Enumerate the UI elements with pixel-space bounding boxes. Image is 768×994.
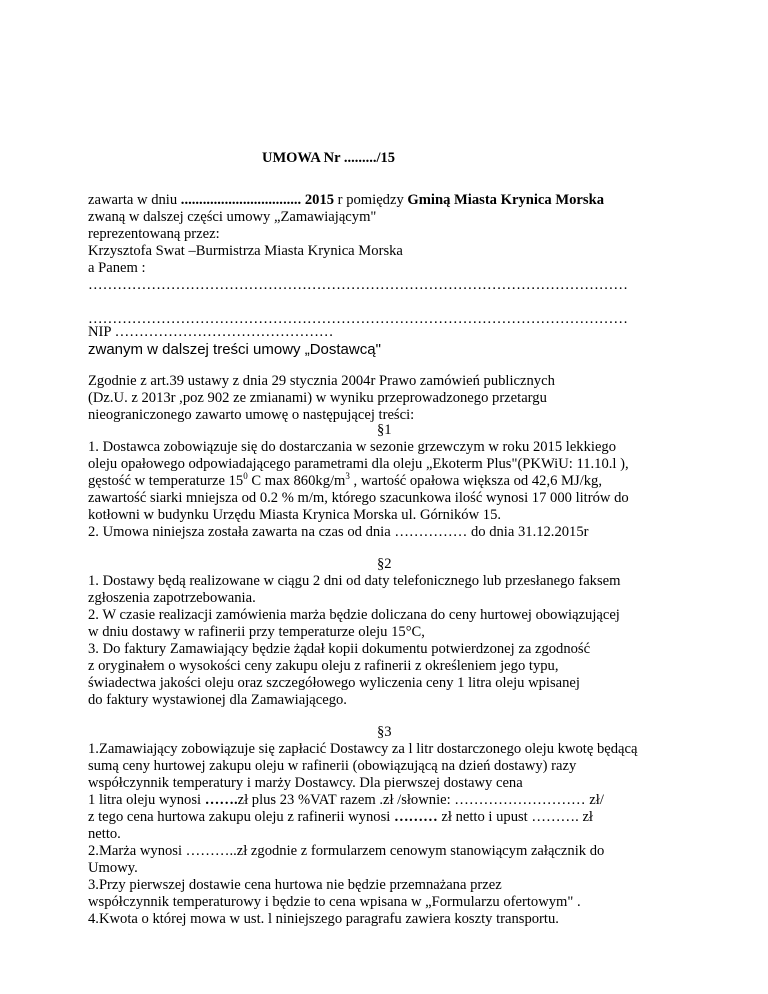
s3-line-2: sumą ceny hurtowej zakupu oleju w rafinerii (obowiązującą na dzień dostawy) razy [88,758,577,774]
section-2-heading: §2 [377,556,392,572]
s1-line-6: 2. Umowa niniejsza została zawarta na czas od dnia …………… do dnia 31.12.2015r [88,524,589,540]
s2-line-4: w dniu dostawy w rafinerii przy temperaturze oleju 15°C, [88,624,425,640]
intro-line-3: reprezentowaną przez: [88,226,220,242]
party-name: Gminą Miasta Krynica Morska [407,192,604,208]
s3-line-4: 1 litra oleju wynosi …….zł plus 23 %VAT razem .zł /słownie: ……………………… zł/ [88,792,604,808]
s2-line-8: do faktury wystawionej dla Zamawiającego. [88,692,347,708]
s1-line-3: gęstość w temperaturze $15^0$ C $\max 860kg/m^3$ , wartość opałowa większa od 42,6 MJ/kg, [88,471,603,489]
s3-line-11: 4.Kwota o której mowa w ust. l niniejszego paragrafu zawiera koszty transportu. [88,911,559,927]
preamble-line-2: (Dz.U. z 2013r ,poz 902 ze zmianami) w wyniku przeprowadzonego przetargu [88,390,547,406]
s2-line-6: z oryginałem o wysokości ceny zakupu oleju z rafinerii z określeniem jego typu, [88,658,559,674]
s2-line-3: 2. W czasie realizacji zamówienia marża będzie doliczana do ceny hurtowej obowiązującej [88,607,620,623]
section-1-heading: §1 [377,422,392,438]
contractor-line: zwanym w dalszej treści umowy „Dostawcą" [88,341,381,358]
date-placeholder: ................................. 2015 [180,192,335,208]
intro-line-5: a Panem : [88,260,146,276]
preamble-line-3: nieograniczonego zawarto umowę o następującej treści: [88,407,415,423]
nip-line: NIP ……………………………………… [88,324,334,340]
s3-line-6: netto. [88,826,121,842]
section-3-heading: §3 [377,724,392,740]
s2-line-7: świadectwa jakości oleju oraz szczegółowego wyliczenia ceny 1 litra oleju wpisanej [88,675,580,691]
s3-line-1: 1.Zamawiający zobowiązuje się zapłacić Dostawcy za l litr dostarczonego oleju kwotę będącą [88,741,638,757]
intro-line-1: zawarta w dniu ................................. 2015 r pomiędzy Gminą Miasta Krynica Morska [88,192,604,208]
s2-line-2: zgłoszenia zapotrzebowania. [88,590,256,606]
dotted-line-1: ………………………………………………………………………………………………… [88,277,628,293]
s2-line-5: 3. Do faktury Zamawiający będzie żądał kopii dokumentu potwierdzonej za zgodność [88,641,591,657]
intro-line-2: zwaną w dalszej części umowy „Zamawiającym" [88,209,377,225]
document-title: UMOWA Nr ........./15 [262,150,396,166]
s1-line-2: oleju opałowego odpowiadającego parametrami dla oleju „Ekoterm Plus"(PKWiU: 11.10.l ), [88,456,629,472]
s3-line-5: z tego cena hurtowa zakupu oleju z rafinerii wynosi ……… zł netto i upust ………. zł [88,809,593,825]
dotted-line-2: ………………………………………………………………………………………………… [88,311,628,327]
s2-line-1: 1. Dostawy będą realizowane w ciągu 2 dni od daty telefonicznego lub przesłanego faksem [88,573,621,589]
s3-line-10: współczynnik temperaturowy i będzie to cena wpisana w „Formularzu ofertowym" . [88,894,581,910]
s1-line-4: zawartość siarki mniejsza od 0.2 % m/m, którego szacunkowa ilość wynosi 17 000 litrów do [88,490,629,506]
s1-line-1: 1. Dostawca zobowiązuje się do dostarczania w sezonie grzewczym w roku 2015 lekkiego [88,439,617,455]
s1-line-5: kotłowni w budynku Urzędu Miasta Krynica Morska ul. Górników 15. [88,507,502,523]
s3-line-3: współczynnik temperatury i marży Dostawcy. Dla pierwszej dostawy cena [88,775,523,791]
s3-line-7: 2.Marża wynosi ………..zł zgodnie z formularzem cenowym stanowiącym załącznik do [88,843,605,859]
preamble-line-1: Zgodnie z art.39 ustawy z dnia 29 stycznia 2004r Prawo zamówień publicznych [88,373,555,389]
s3-line-9: 3.Przy pierwszej dostawie cena hurtowa nie będzie przemnażana przez [88,877,502,893]
s3-line-8: Umowy. [88,860,138,876]
intro-line-4: Krzysztofa Swat –Burmistrza Miasta Krynica Morska [88,243,403,259]
